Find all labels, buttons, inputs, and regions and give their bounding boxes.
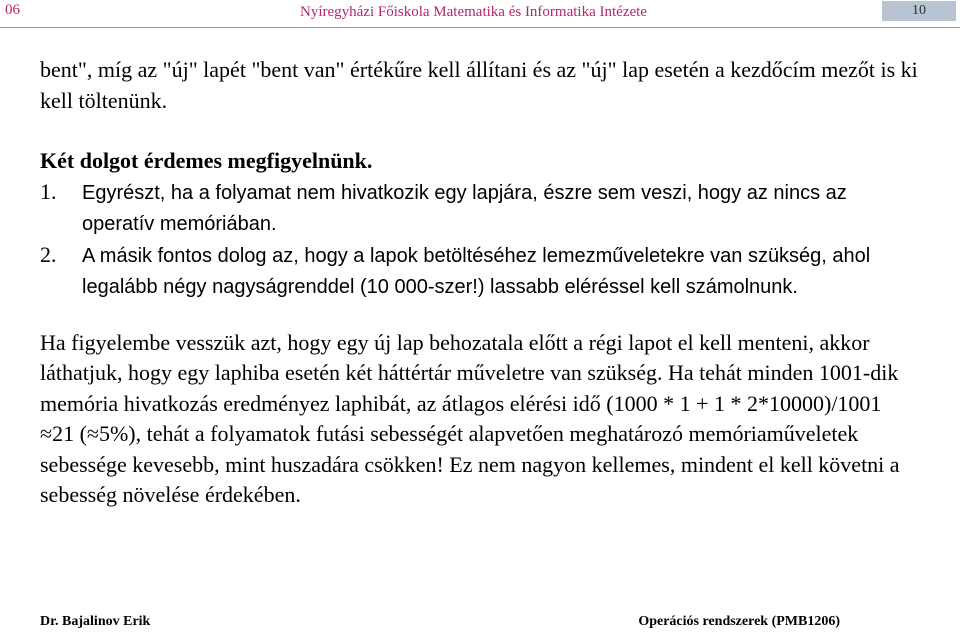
- course-title: Operációs rendszerek (PMB1206): [638, 614, 840, 629]
- list-item: [40, 240, 920, 303]
- slide-content: [40, 55, 920, 511]
- author-name: Dr. Bajalinov Erik: [40, 614, 151, 629]
- list-item-text: Egyrészt, ha a folyamat nem hivatkozik egy lapjára, észre sem veszi, hogy az nincs az operatív memóriában.: [82, 181, 847, 235]
- list-item-number: 2.: [40, 241, 57, 267]
- slide-number: 06: [5, 2, 20, 18]
- list-item-number: 1.: [40, 178, 57, 204]
- institution-title: Nyíregyházi Főiskola Matematika és Informatika Intézete: [300, 4, 647, 20]
- header-divider: [0, 27, 960, 28]
- slide-footer: [0, 614, 960, 638]
- explanation-paragraph: Ha figyelembe vesszük azt, hogy egy új lap behozatala előtt a régi lapot el kell menteni, akkor láthatjuk, hogy egy laphiba esetén két háttértár műveletre van szükség. Ha tehát minden 1001-dik memória hivatkozás eredményez laphibát, az átlagos elérési idő (1000 * 1 + 1 * 2*10000)/1001 ≈21 (≈5%), tehát a folyamatok futási sebességét alapvetően meghatározó memóriaműveletek sebessége kevesebb, mint huszadára csökken! Ez nem nagyon kellemes, mindent el kell követni a sebesség növelése érdekében.: [40, 329, 900, 507]
- observation-list: [40, 177, 920, 303]
- intro-paragraph: bent", míg az "új" lapét "bent van" értékűre kell állítani és az "új" lap esetén a kezdőcím mezőt is ki kell töltenünk.: [40, 57, 918, 113]
- page-number-badge: 10: [882, 1, 956, 21]
- slide-header: [0, 0, 960, 28]
- list-item-text: A másik fontos dolog az, hogy a lapok betöltéséhez lemezműveletekre van szükség, ahol legalább négy nagyságrenddel (10 000-szer!) lassabb eléréssel kell számolnunk.: [82, 244, 871, 298]
- list-item: [40, 177, 920, 240]
- observation-heading: Két dolgot érdemes megfigyelnünk.: [40, 148, 373, 173]
